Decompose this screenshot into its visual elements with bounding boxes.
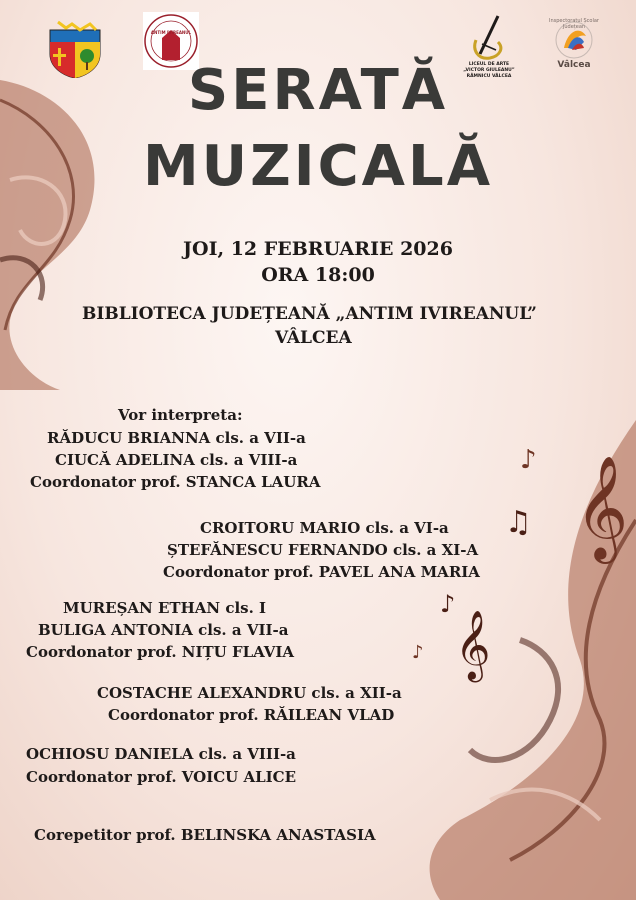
arts-school-name-line3: RÂMNICU VÂLCEA (466, 74, 512, 79)
poster-title-line2: MUZICALĂ (142, 134, 494, 199)
coordinator-line: Coordonator prof. PAVEL ANA MARIA (163, 563, 480, 581)
arts-school-lyre-logo (468, 14, 510, 62)
music-notes-icon: ♫ (505, 505, 532, 540)
event-venue-city: VÂLCEA (275, 328, 352, 348)
arts-school-name-line1: LICEUL DE ARTE (468, 62, 510, 67)
coordinator-line: Coordonator prof. STANCA LAURA (30, 473, 321, 491)
treble-clef-small-icon: 𝄞 (455, 610, 491, 680)
coordinator-line: Coordonator prof. RĂILEAN VLAD (108, 706, 395, 724)
performer-line: RĂDUCU BRIANNA cls. a VII-a (47, 429, 306, 447)
music-note-icon: ♪ (520, 445, 537, 475)
inspectorate-arc-text: Inspectoratul Școlar Județean (549, 18, 599, 30)
performers-intro: Vor interpreta: (118, 406, 243, 424)
event-date: JOI, 12 FEBRUARIE 2026 (183, 238, 453, 260)
poster-title-line1: SERATĂ (187, 58, 449, 123)
event-time: ORA 18:00 (261, 264, 375, 286)
coordinator-line: Coordonator prof. VOICU ALICE (26, 768, 297, 786)
inspectorate-name: Vâlcea (557, 60, 591, 70)
treble-clef-icon: 𝄞 (575, 455, 629, 560)
accompanist-line: Corepetitor prof. BELINSKA ANASTASIA (34, 826, 376, 844)
event-venue: BIBLIOTECA JUDEȚEANĂ „ANTIM IVIREANUL” (82, 304, 537, 324)
performer-line: OCHIOSU DANIELA cls. a VIII-a (26, 745, 296, 763)
performer-line: CIUCĂ ADELINA cls. a VIII-a (55, 451, 298, 469)
performer-line: MUREȘAN ETHAN cls. I (63, 599, 267, 617)
performer-line: COSTACHE ALEXANDRU cls. a XII-a (97, 684, 402, 702)
arts-school-name-line2: „VICTOR GIULEANU” (463, 68, 515, 73)
music-note-icon: ♪ (412, 642, 424, 663)
coordinator-line: Coordonator prof. NIȚU FLAVIA (26, 643, 295, 661)
performer-line: ȘTEFĂNESCU FERNANDO cls. a XI-A (167, 541, 479, 559)
library-logo-label: ANTIM IVIREANUL (150, 30, 192, 35)
performer-line: BULIGA ANTONIA cls. a VII-a (38, 621, 289, 639)
music-note-icon: ♪ (440, 590, 456, 618)
performer-line: CROITORU MARIO cls. a VI-a (200, 519, 449, 537)
